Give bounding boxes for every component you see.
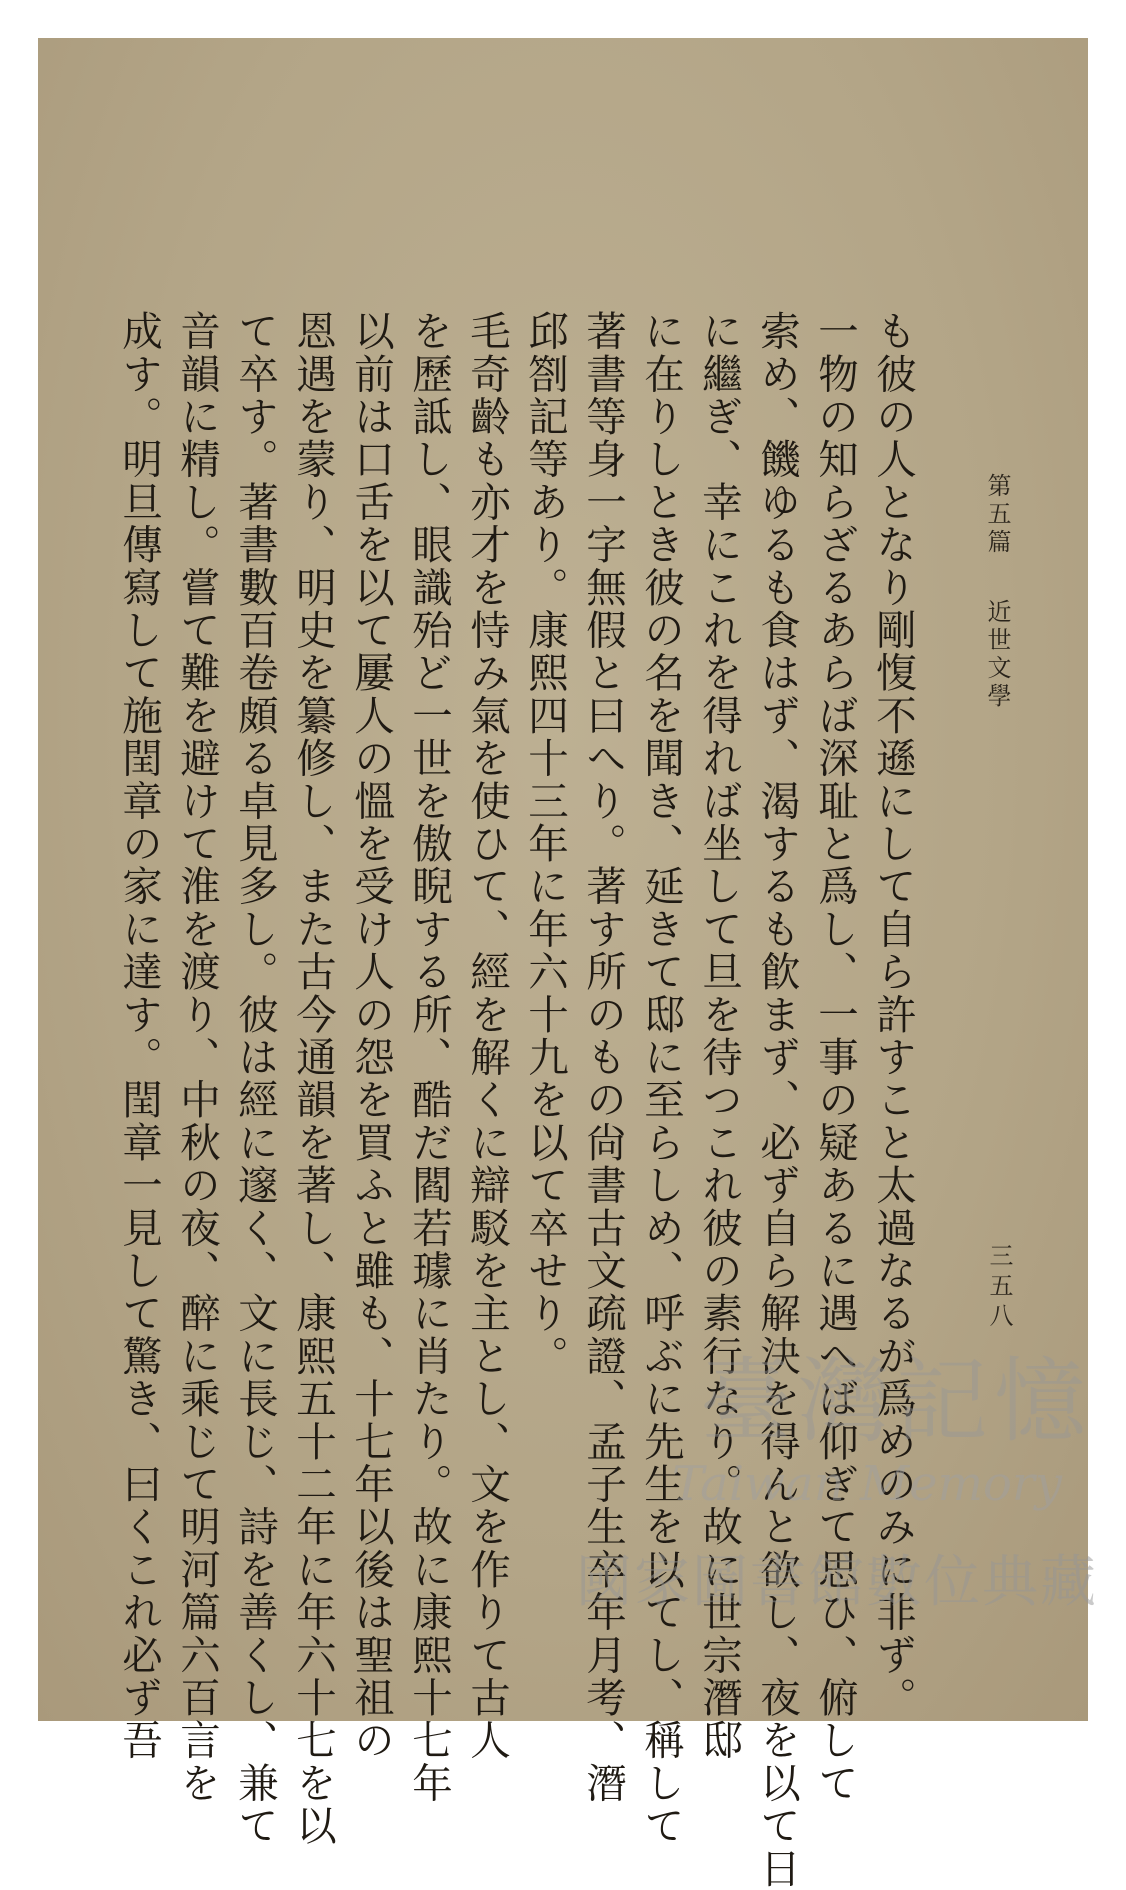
chapter-title: 近世文學 [983, 598, 1011, 711]
text-column: を歷詆し、眼識殆ど一世を傲睨する所、酷だ閻若璩に肖たり。故に康熙十七年 [405, 310, 453, 1805]
text-column: 以前は口舌を以て屢人の慍を受け人の怨を買ふと雖も、十七年以後は聖祖の [347, 310, 395, 1762]
watermark-logo: 臺灣記憶 [699, 1348, 1092, 1455]
running-head [980, 473, 1015, 711]
text-column: 索め、饑ゆるも食はず、渴するも飮まず、必ず自ら解決を得んと欲し、夜を以て日 [753, 310, 801, 1890]
text-column: 恩遇を蒙り、明史を纂修し、また古今通韻を著し、康熙五十二年に年六十七を以 [289, 310, 337, 1848]
text-column: 邱劄記等あり。康熙四十三年に年六十九を以て卒せり。 [521, 310, 569, 1378]
text-column: て卒す。著書數百卷頗る卓見多し。彼は經に邃く、文に長じ、詩を善くし、兼て [231, 310, 279, 1848]
watermark-organization: 國家圖書館數位典藏 [576, 1550, 1098, 1615]
text-column: も彼の人となり剛愎不遜にして自ら許すこと太過なるが爲めのみに非ず。 [869, 310, 917, 1720]
text-column: 著書等身一字無假と曰へり。著す所のもの尙書古文疏證、孟子生卒年月考、潛 [579, 310, 627, 1805]
text-column: に繼ぎ、幸にこれを得れば坐して旦を待つこれ彼の素行なり。故に世宗潛邸 [695, 310, 743, 1762]
text-column: 毛奇齡も亦才を恃み氣を使ひて、經を解くに辯駁を主とし、文を作りて古人 [463, 310, 511, 1762]
text-column: 成す。明旦傳寫して施閏章の家に達す。閏章一見して驚き、曰くこれ必ず吾 [115, 310, 163, 1762]
text-column: に在りしとき彼の名を聞き、延きて邸に至らしめ、呼ぶに先生を以てし、稱して [637, 310, 685, 1848]
text-column: 音韻に精し。嘗て難を避けて淮を渡り、中秋の夜、醉に乘じて明河篇六百言を [173, 310, 221, 1805]
text-column: 一物の知らざるあらば深耻と爲し、一事の疑あるに遇へば仰ぎて思ひ、俯して [811, 310, 859, 1805]
page-number: 三五八 [985, 1243, 1013, 1333]
section-label: 第五篇 [983, 473, 1011, 557]
watermark-english: Taiwan Memory [671, 1456, 1062, 1512]
book-page [38, 38, 1098, 1890]
